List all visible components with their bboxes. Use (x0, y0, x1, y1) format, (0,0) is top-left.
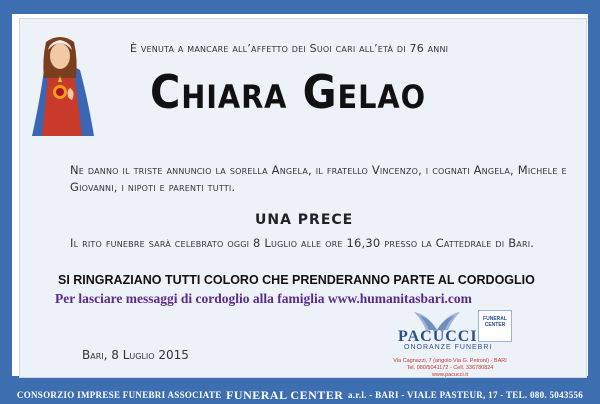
thanks-line: SI RINGRAZIANO TUTTI COLORO CHE PRENDERANNO PARTE AL CORDOGLIO (58, 273, 535, 287)
agency-address: Via Cagnazzi, 7 (angolo Via G. Petroni) - BARI (393, 358, 507, 364)
agency-logo-block (360, 310, 580, 378)
footer-brand: FUNERAL CENTER (226, 387, 344, 402)
agency-contacts (370, 358, 530, 379)
deceased-name: Chiara Gelao (150, 65, 426, 119)
funeral-rite-text: Il rito funebre sarà celebrato oggi 8 Luglio alle ore 16,30 presso la Cattedrale di Bari. (70, 236, 535, 250)
madonna-image-icon (30, 30, 96, 136)
agency-website[interactable]: www.pacucci.it (431, 372, 469, 378)
agency-name: PACUCCI (398, 328, 478, 345)
footer-suffix: a.r.l. - BARI - VIALE PASTEUR, 17 - TEL. 080. 5043556 (348, 390, 584, 400)
prece-heading: UNA PRECE (255, 212, 354, 228)
agency-subtitle: ONORANZE FUNEBRI (404, 344, 493, 351)
footer-prefix: CONSORZIO IMPRESE FUNEBRI ASSOCIATE (16, 390, 222, 400)
announcement-headline: È venuta a mancare all’affetto dei Suoi cari all’età di 76 anni (130, 42, 449, 55)
agency-phones: Tel. 080/5041172 - Cell. 336780824 (406, 365, 494, 371)
funeral-center-badge (478, 310, 512, 342)
family-announcement: Ne danno il triste annuncio la sorella Angela, il fratello Vincenzo, i cognati Angela, Michele e Giovanni, i nipoti e parenti tutti. (70, 163, 567, 194)
condolence-link[interactable]: Per lasciare messaggi di cordoglio alla famiglia www.humanitasbari.com (55, 291, 472, 306)
place-date: Bari, 8 Luglio 2015 (82, 348, 189, 362)
footer-bar (0, 386, 600, 404)
funeral-center-badge-label: FUNERAL CENTER (483, 316, 507, 328)
